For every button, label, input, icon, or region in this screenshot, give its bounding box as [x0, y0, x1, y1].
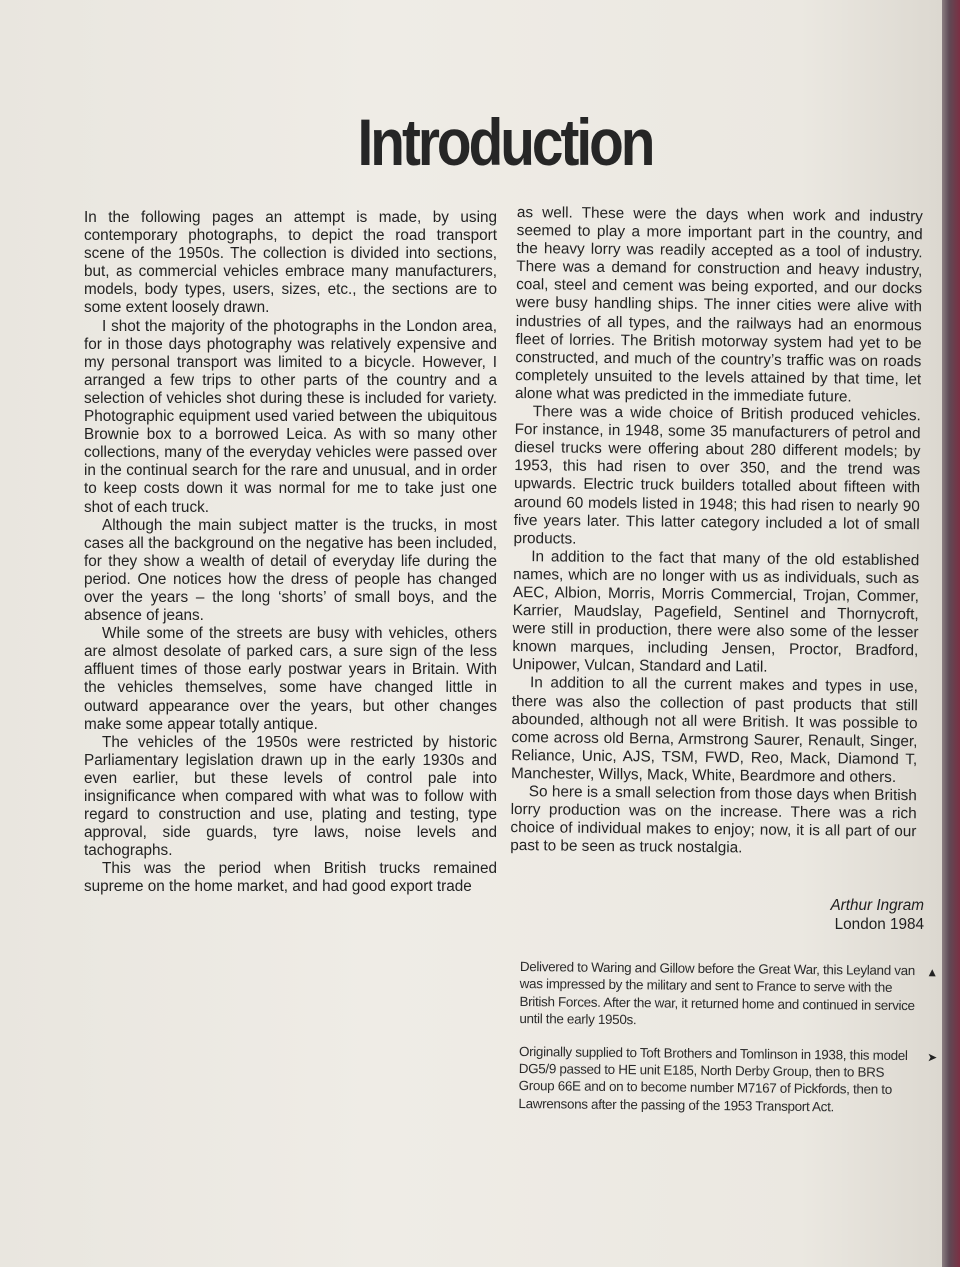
paragraph: In addition to all the current makes and types in use, there was also the collection of past products that still abounded, although not all were British. It was possible to come across old Berna, Armstrong Saurer, Renault, Singer, Reliance, Unic, AJS, TSM, FWD, Reo, Mack, Diamond T, Manchester, Willys, Mack, White, Beardmore and others.	[510, 674, 919, 786]
book-spine-edge	[942, 0, 960, 1267]
paragraph: The vehicles of the 1950s were restricted by historic Parliamentary legislation drawn up in the early 1930s and even earlier, but these levels of control pale into insignificance when compared with what was to follow with regard to construction and use, plating and testing, type approval, side guards, tyre laws, noise levels and tachographs.	[84, 733, 497, 860]
place-date: London 1984	[834, 916, 924, 933]
paragraph: While some of the streets are busy with vehicles, others are almost desolate of parked cars, a sure sign of the less affluent times of those early postwar years in Britain. With the vehicles themselves, some have changed little in outward appearance over the years, but other changes make some appear totally antique.	[84, 625, 497, 733]
paragraph: In addition to the fact that many of the old established names, which are no longer with us as individuals, such as AEC, Albion, Morris, Morris Commercial, Trojan, Commer, Karrier, Maudslay, Pagefield, Sentinel and Thornycroft, were still in production, there were also some of the lesser known marques, including Jensen, Proctor, Bradford, Unipower, Vulcan, Standard and Latil.	[512, 547, 920, 676]
right-column	[510, 204, 923, 860]
paragraph: Although the main subject matter is the trucks, in most cases all the background on the negative has been included, for they show a wealth of detail of everyday life during the period. One notices how the dress of people has changed over the years – the long ‘shorts’ of small boys, and the absence of jeans.	[84, 516, 497, 625]
author-signature	[700, 896, 924, 934]
right-arrow-icon: ➤	[927, 1049, 938, 1064]
paragraph: There was a wide choice of British produced vehicles. For instance, in 1948, some 35 manufacturers of petrol and diesel trucks were offering about 280 different models; by 1953, this had risen to over 350, and the trend was upwards. Electric truck builders totalled about fifteen with around 60 models listed in 1948; this had risen to nearly 90 five years later. This latter category included a lot of small products.	[513, 403, 921, 548]
left-column	[84, 209, 497, 897]
caption-text: Delivered to Waring and Gillow before the Great War, this Leyland van was impressed by the military and sent to France to serve with the British Forces. After the war, it returned home and continued in service until the early 1950s.	[519, 958, 916, 1028]
paragraph: So here is a small selection from those days when British lorry production was on the increase. There was a rich choice of individual makes to enjoy; now, it is all part of our past to be seen as truck nostalgia.	[510, 783, 917, 857]
caption-item	[518, 1043, 938, 1117]
caption-item	[519, 958, 938, 1032]
author-name: Arthur Ingram	[830, 897, 924, 914]
paragraph: This was the period when British trucks remained supreme on the home market, and had good export trade	[84, 860, 497, 896]
caption-text: Originally supplied to Toft Brothers and Tomlinson in 1938, this model DG5/9 passed to HE unit E185, North Derby Group, then to BRS Group 66E and on to become number M7167 of Pickfords, then to Lawrensons after the passing of the 1953 Transport Act.	[518, 1043, 908, 1115]
paragraph: as well. These were the days when work and industry seemed to play a more important part in the country, and the heavy lorry was readily accepted as a tool of industry. There was a demand for construction and heavy industry, coal, steel and cement was being exported, and our docks were busy handling ships. The inner cities were alive with industries of all types, and the railways had an enormous fleet of lorries. The British motorway system had yet to be constructed, and much of the country’s traffic was on roads completely unsuited to the levels attained by that time, let alone what was predicted in the immediate future.	[514, 204, 923, 406]
paragraph: I shot the majority of the photographs in the London area, for in those days photography was relatively expensive and my personal transport was limited to a bicycle. However, I arranged a few trips to other parts of the country and a selection of vehicles shot during these is included for variety. Photographic equipment used varied between the ubiquitous Brownie box to a borrowed Leica. As with so many other collections, many of the everyday vehicles were passed over in the continual search for the rare and unusual, and in order to keep costs down it was normal for me to take just one shot of each truck.	[84, 317, 497, 516]
page-title: Introduction	[357, 105, 653, 180]
photo-captions	[518, 958, 938, 1116]
paragraph: In the following pages an attempt is made, by using contemporary photographs, to depict the road transport scene of the 1950s. The collection is divided into sections, but, as commercial vehicles embrace many manufacturers, models, body types, users, sizes, etc., the sections are to some extent loosely drawn.	[84, 209, 497, 317]
up-arrow-icon: ▲	[926, 965, 938, 980]
